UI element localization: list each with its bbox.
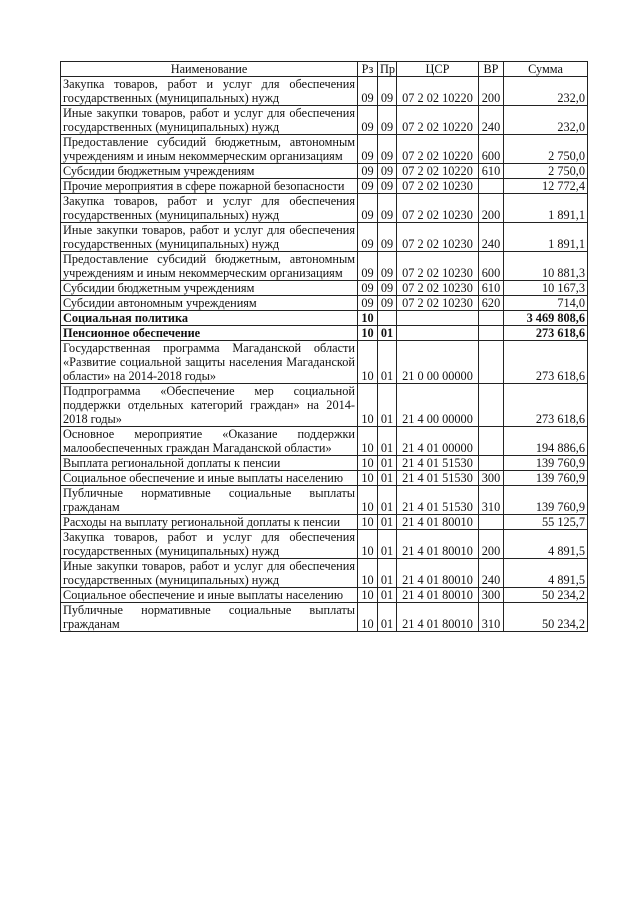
- cell-csr: [397, 311, 479, 326]
- cell-name: Социальное обеспечение и иные выплаты населению: [61, 588, 358, 603]
- table-row: [61, 603, 588, 632]
- header-rz: Рз: [358, 62, 378, 77]
- cell-amount: 50 234,2: [504, 603, 588, 632]
- cell-pr: 01: [378, 471, 397, 486]
- cell-rz: 10: [358, 559, 378, 588]
- cell-rz: 10: [358, 515, 378, 530]
- header-name: Наименование: [61, 62, 358, 77]
- table-row: [61, 427, 588, 456]
- cell-amount: 50 234,2: [504, 588, 588, 603]
- header-vr: ВР: [479, 62, 504, 77]
- cell-vr: 620: [479, 296, 504, 311]
- cell-vr: 240: [479, 106, 504, 135]
- cell-amount: 139 760,9: [504, 486, 588, 515]
- cell-vr: 200: [479, 77, 504, 106]
- cell-pr: 01: [378, 530, 397, 559]
- cell-csr: 07 2 02 10230: [397, 281, 479, 296]
- cell-csr: 07 2 02 10230: [397, 296, 479, 311]
- cell-pr: 09: [378, 135, 397, 164]
- cell-name: Социальное обеспечение и иные выплаты населению: [61, 471, 358, 486]
- cell-rz: 09: [358, 296, 378, 311]
- cell-name: Закупка товаров, работ и услуг для обеспечения государственных (муниципальных) нужд: [61, 77, 358, 106]
- cell-vr: 300: [479, 588, 504, 603]
- cell-rz: 10: [358, 588, 378, 603]
- cell-pr: 09: [378, 281, 397, 296]
- cell-name: Предоставление субсидий бюджетным, автономным учреждениям и иным некоммерческим организациям: [61, 135, 358, 164]
- cell-pr: 09: [378, 223, 397, 252]
- cell-amount: 139 760,9: [504, 471, 588, 486]
- cell-amount: 10 167,3: [504, 281, 588, 296]
- cell-amount: 3 469 808,6: [504, 311, 588, 326]
- table-body: [61, 77, 588, 632]
- table-row: [61, 588, 588, 603]
- cell-name: Субсидии бюджетным учреждениям: [61, 281, 358, 296]
- cell-rz: 09: [358, 106, 378, 135]
- cell-csr: 21 4 01 51530: [397, 471, 479, 486]
- table-row: [61, 223, 588, 252]
- cell-pr: 09: [378, 164, 397, 179]
- cell-pr: 01: [378, 588, 397, 603]
- cell-rz: 09: [358, 179, 378, 194]
- cell-rz: 09: [358, 281, 378, 296]
- cell-rz: 10: [358, 326, 378, 341]
- cell-csr: 07 2 02 10220: [397, 77, 479, 106]
- cell-pr: 01: [378, 341, 397, 384]
- cell-name: Публичные нормативные социальные выплаты гражданам: [61, 486, 358, 515]
- cell-csr: 07 2 02 10230: [397, 223, 479, 252]
- cell-name: Иные закупки товаров, работ и услуг для обеспечения государственных (муниципальных) нужд: [61, 223, 358, 252]
- cell-csr: 21 4 01 51530: [397, 486, 479, 515]
- cell-vr: 300: [479, 471, 504, 486]
- cell-amount: 139 760,9: [504, 456, 588, 471]
- cell-csr: [397, 326, 479, 341]
- table-row: [61, 106, 588, 135]
- header-amount: Сумма: [504, 62, 588, 77]
- cell-rz: 10: [358, 311, 378, 326]
- cell-csr: 07 2 02 10220: [397, 106, 479, 135]
- cell-name: Расходы на выплату региональной доплаты к пенсии: [61, 515, 358, 530]
- table-header-row: [61, 62, 588, 77]
- cell-csr: 21 4 01 80010: [397, 530, 479, 559]
- cell-csr: 07 2 02 10220: [397, 164, 479, 179]
- cell-name: Закупка товаров, работ и услуг для обеспечения государственных (муниципальных) нужд: [61, 530, 358, 559]
- cell-amount: 2 750,0: [504, 164, 588, 179]
- cell-pr: 09: [378, 179, 397, 194]
- cell-rz: 09: [358, 77, 378, 106]
- table-row: [61, 559, 588, 588]
- cell-csr: 07 2 02 10230: [397, 252, 479, 281]
- cell-name: Основное мероприятие «Оказание поддержки малообеспеченных граждан Магаданской области»: [61, 427, 358, 456]
- cell-rz: 10: [358, 427, 378, 456]
- cell-pr: 09: [378, 296, 397, 311]
- cell-csr: 21 4 01 00000: [397, 427, 479, 456]
- cell-vr: 310: [479, 486, 504, 515]
- cell-vr: 310: [479, 603, 504, 632]
- cell-name: Иные закупки товаров, работ и услуг для обеспечения государственных (муниципальных) нужд: [61, 106, 358, 135]
- cell-rz: 10: [358, 456, 378, 471]
- budget-table: [60, 61, 588, 632]
- cell-pr: 01: [378, 603, 397, 632]
- cell-vr: [479, 311, 504, 326]
- cell-rz: 10: [358, 341, 378, 384]
- cell-vr: 610: [479, 281, 504, 296]
- cell-name: Пенсионное обеспечение: [61, 326, 358, 341]
- cell-vr: 600: [479, 135, 504, 164]
- cell-amount: 4 891,5: [504, 559, 588, 588]
- cell-name: Прочие мероприятия в сфере пожарной безопасности: [61, 179, 358, 194]
- cell-vr: [479, 179, 504, 194]
- cell-amount: 4 891,5: [504, 530, 588, 559]
- cell-vr: [479, 326, 504, 341]
- cell-amount: 273 618,6: [504, 384, 588, 427]
- cell-name: Государственная программа Магаданской области «Развитие социальной защиты населения Магаданской области» на 2014-2018 годы»: [61, 341, 358, 384]
- cell-csr: 07 2 02 10230: [397, 179, 479, 194]
- table-row: [61, 341, 588, 384]
- cell-rz: 09: [358, 223, 378, 252]
- table-row: [61, 384, 588, 427]
- cell-pr: 01: [378, 559, 397, 588]
- cell-rz: 09: [358, 164, 378, 179]
- cell-name: Субсидии автономным учреждениям: [61, 296, 358, 311]
- cell-name: Выплата региональной доплаты к пенсии: [61, 456, 358, 471]
- header-csr: ЦСР: [397, 62, 479, 77]
- cell-amount: 10 881,3: [504, 252, 588, 281]
- cell-rz: 10: [358, 603, 378, 632]
- cell-amount: 12 772,4: [504, 179, 588, 194]
- cell-csr: 21 4 00 00000: [397, 384, 479, 427]
- cell-name: Субсидии бюджетным учреждениям: [61, 164, 358, 179]
- cell-name: Предоставление субсидий бюджетным, автономным учреждениям и иным некоммерческим организациям: [61, 252, 358, 281]
- cell-amount: 232,0: [504, 106, 588, 135]
- cell-rz: 09: [358, 252, 378, 281]
- table-row: [61, 456, 588, 471]
- cell-vr: [479, 427, 504, 456]
- cell-amount: 714,0: [504, 296, 588, 311]
- cell-pr: 09: [378, 106, 397, 135]
- table-row: [61, 486, 588, 515]
- cell-vr: 200: [479, 530, 504, 559]
- cell-amount: 1 891,1: [504, 194, 588, 223]
- cell-csr: 21 0 00 00000: [397, 341, 479, 384]
- table-row: [61, 311, 588, 326]
- cell-rz: 10: [358, 486, 378, 515]
- cell-name: Подпрограмма «Обеспечение мер социальной поддержки отдельных категорий граждан» на 2014-2018 годы»: [61, 384, 358, 427]
- table-row: [61, 77, 588, 106]
- cell-csr: 21 4 01 80010: [397, 603, 479, 632]
- cell-amount: 2 750,0: [504, 135, 588, 164]
- cell-name: Социальная политика: [61, 311, 358, 326]
- table-row: [61, 530, 588, 559]
- cell-pr: 09: [378, 194, 397, 223]
- table-row: [61, 471, 588, 486]
- cell-pr: 01: [378, 326, 397, 341]
- cell-rz: 09: [358, 194, 378, 223]
- cell-pr: 09: [378, 252, 397, 281]
- cell-csr: 21 4 01 80010: [397, 588, 479, 603]
- cell-pr: 01: [378, 456, 397, 471]
- table-row: [61, 326, 588, 341]
- cell-csr: 07 2 02 10220: [397, 135, 479, 164]
- table-row: [61, 194, 588, 223]
- cell-amount: 194 886,6: [504, 427, 588, 456]
- cell-rz: 10: [358, 384, 378, 427]
- cell-amount: 273 618,6: [504, 326, 588, 341]
- cell-name: Закупка товаров, работ и услуг для обеспечения государственных (муниципальных) нужд: [61, 194, 358, 223]
- cell-rz: 10: [358, 471, 378, 486]
- cell-vr: 240: [479, 559, 504, 588]
- cell-pr: 01: [378, 427, 397, 456]
- cell-pr: 09: [378, 77, 397, 106]
- cell-amount: 232,0: [504, 77, 588, 106]
- table-row: [61, 135, 588, 164]
- header-pr: Пр: [378, 62, 397, 77]
- cell-vr: 600: [479, 252, 504, 281]
- cell-vr: 200: [479, 194, 504, 223]
- cell-csr: 21 4 01 51530: [397, 456, 479, 471]
- cell-csr: 21 4 01 80010: [397, 559, 479, 588]
- cell-vr: 610: [479, 164, 504, 179]
- table-row: [61, 164, 588, 179]
- cell-pr: [378, 311, 397, 326]
- cell-rz: 09: [358, 135, 378, 164]
- cell-rz: 10: [358, 530, 378, 559]
- cell-csr: 07 2 02 10230: [397, 194, 479, 223]
- table-row: [61, 281, 588, 296]
- table-row: [61, 252, 588, 281]
- cell-pr: 01: [378, 515, 397, 530]
- cell-vr: [479, 515, 504, 530]
- cell-amount: 1 891,1: [504, 223, 588, 252]
- cell-amount: 273 618,6: [504, 341, 588, 384]
- cell-pr: 01: [378, 486, 397, 515]
- cell-vr: [479, 384, 504, 427]
- cell-vr: [479, 341, 504, 384]
- cell-csr: 21 4 01 80010: [397, 515, 479, 530]
- cell-vr: [479, 456, 504, 471]
- cell-name: Иные закупки товаров, работ и услуг для обеспечения государственных (муниципальных) нужд: [61, 559, 358, 588]
- cell-amount: 55 125,7: [504, 515, 588, 530]
- table-row: [61, 515, 588, 530]
- table-row: [61, 296, 588, 311]
- cell-vr: 240: [479, 223, 504, 252]
- cell-name: Публичные нормативные социальные выплаты гражданам: [61, 603, 358, 632]
- table-row: [61, 179, 588, 194]
- cell-pr: 01: [378, 384, 397, 427]
